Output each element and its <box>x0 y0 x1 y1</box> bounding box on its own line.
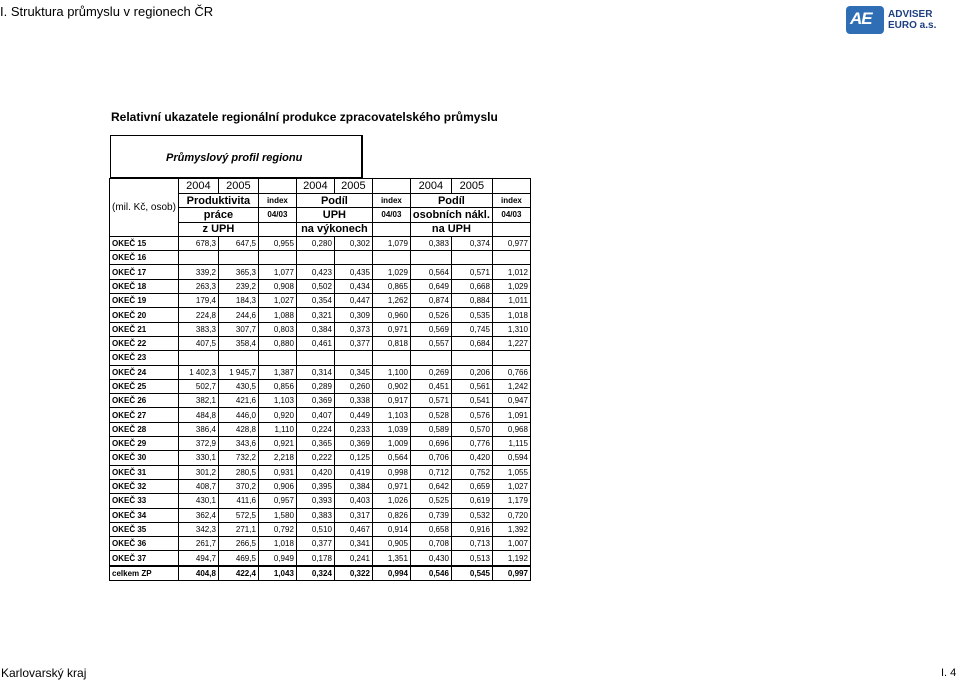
table-cell: 0,532 <box>451 508 492 522</box>
table-cell <box>178 251 218 265</box>
table-cell: 0,384 <box>334 479 372 493</box>
table-cell: 179,4 <box>178 294 218 308</box>
profile-box-label: Průmyslový profil regionu <box>166 152 303 164</box>
table-cell <box>334 351 372 365</box>
table-cell: 0,619 <box>451 494 492 508</box>
table-cell: 0,957 <box>258 494 296 508</box>
index-label: index <box>258 194 296 208</box>
table-cell: 0,420 <box>296 465 334 479</box>
table-cell: 0,998 <box>372 465 410 479</box>
row-label: OKEČ 33 <box>110 494 179 508</box>
table-cell: 1,100 <box>372 365 410 379</box>
table-cell: 0,317 <box>334 508 372 522</box>
table-cell: 1,115 <box>492 437 530 451</box>
year-2004: 2004 <box>296 179 334 194</box>
row-label: OKEČ 15 <box>110 236 179 250</box>
table-cell: 0,403 <box>334 494 372 508</box>
table-cell: 0,792 <box>258 522 296 536</box>
row-label: OKEČ 18 <box>110 279 179 293</box>
table-cell: 1,018 <box>492 308 530 322</box>
table-cell: 0,289 <box>296 379 334 393</box>
table-cell: 0,997 <box>492 566 530 581</box>
table-cell: 0,803 <box>258 322 296 336</box>
index-label: index <box>492 194 530 208</box>
table-cell: 0,377 <box>334 336 372 350</box>
table-row <box>110 365 531 379</box>
table-cell: 1,091 <box>492 408 530 422</box>
table-cell: 1,110 <box>258 422 296 436</box>
table-cell: 0,557 <box>410 336 451 350</box>
table-cell: 494,7 <box>178 551 218 566</box>
table-cell: 0,684 <box>451 336 492 350</box>
table-cell <box>372 351 410 365</box>
table-cell: 0,545 <box>451 566 492 581</box>
table-cell: 0,224 <box>296 422 334 436</box>
table-cell: 502,7 <box>178 379 218 393</box>
table-cell: 0,345 <box>334 365 372 379</box>
table-row <box>110 522 531 536</box>
index-period: 04/03 <box>372 208 410 222</box>
table-cell: 469,5 <box>218 551 258 566</box>
table-cell: 0,589 <box>410 422 451 436</box>
table-cell: 1,351 <box>372 551 410 566</box>
table-cell: 0,659 <box>451 479 492 493</box>
table-cell: 0,874 <box>410 294 451 308</box>
row-label: OKEČ 37 <box>110 551 179 566</box>
table-cell <box>492 251 530 265</box>
row-label: OKEČ 32 <box>110 479 179 493</box>
table-cell: 0,752 <box>451 465 492 479</box>
table-cell: 307,7 <box>218 322 258 336</box>
table-cell: 383,3 <box>178 322 218 336</box>
table-cell: 404,8 <box>178 566 218 581</box>
table-cell: 411,6 <box>218 494 258 508</box>
table-cell: 0,423 <box>296 265 334 279</box>
table-row <box>110 508 531 522</box>
table-cell: 0,706 <box>410 451 451 465</box>
table-row <box>110 265 531 279</box>
table-cell: 0,383 <box>410 236 451 250</box>
table-cell: 0,569 <box>410 322 451 336</box>
table-cell: 407,5 <box>178 336 218 350</box>
table-cell: 0,931 <box>258 465 296 479</box>
profile-box <box>110 135 363 179</box>
table-cell: 0,713 <box>451 537 492 551</box>
table-cell: 0,178 <box>296 551 334 566</box>
table-cell: 0,880 <box>258 336 296 350</box>
table-row <box>110 465 531 479</box>
table-cell: 0,570 <box>451 422 492 436</box>
table-cell: 0,594 <box>492 451 530 465</box>
table-cell: 0,125 <box>334 451 372 465</box>
table-cell: 330,1 <box>178 451 218 465</box>
unit-label: (mil. Kč, osob) <box>110 179 179 237</box>
data-table <box>109 178 531 581</box>
table-cell: 1 945,7 <box>218 365 258 379</box>
row-label: OKEČ 25 <box>110 379 179 393</box>
group-subtitle: na UPH <box>410 222 492 236</box>
table-cell: 0,968 <box>492 422 530 436</box>
table-cell: 0,322 <box>334 566 372 581</box>
table-cell: 0,766 <box>492 365 530 379</box>
group-title-productivity: Produktivita <box>178 194 258 208</box>
table-cell: 184,3 <box>218 294 258 308</box>
table-row <box>110 566 531 581</box>
logo-mark-icon: AE <box>846 6 884 34</box>
table-cell: 0,260 <box>334 379 372 393</box>
page-number: I. 4 <box>941 667 957 679</box>
table-cell: 0,314 <box>296 365 334 379</box>
table-cell: 0,222 <box>296 451 334 465</box>
table-cell: 0,947 <box>492 394 530 408</box>
table-cell: 0,902 <box>372 379 410 393</box>
table-cell: 0,712 <box>410 465 451 479</box>
table-cell: 0,865 <box>372 279 410 293</box>
table-cell: 446,0 <box>218 408 258 422</box>
table-cell: 0,383 <box>296 508 334 522</box>
table-cell: 1,179 <box>492 494 530 508</box>
year-2005: 2005 <box>451 179 492 194</box>
table-row <box>110 351 531 365</box>
row-label: OKEČ 23 <box>110 351 179 365</box>
table-cell: 261,7 <box>178 537 218 551</box>
table-cell <box>178 351 218 365</box>
table-cell: 1,387 <box>258 365 296 379</box>
table-cell <box>492 351 530 365</box>
table-cell: 0,407 <box>296 408 334 422</box>
table-cell: 0,341 <box>334 537 372 551</box>
table-cell: 0,525 <box>410 494 451 508</box>
table-cell: 0,393 <box>296 494 334 508</box>
table-cell <box>258 351 296 365</box>
table-cell: 0,971 <box>372 322 410 336</box>
table-cell: 732,2 <box>218 451 258 465</box>
row-label: celkem ZP <box>110 566 179 581</box>
table-row <box>110 422 531 436</box>
table-cell: 647,5 <box>218 236 258 250</box>
table-row <box>110 251 531 265</box>
report-heading: Relativní ukazatele regionální produkce zpracovatelského průmyslu <box>111 110 498 124</box>
table-cell: 0,564 <box>410 265 451 279</box>
table-cell: 0,826 <box>372 508 410 522</box>
table-cell: 0,541 <box>451 394 492 408</box>
year-2004: 2004 <box>410 179 451 194</box>
table-cell: 342,3 <box>178 522 218 536</box>
table-cell: 224,8 <box>178 308 218 322</box>
table-cell: 0,908 <box>258 279 296 293</box>
table-cell: 372,9 <box>178 437 218 451</box>
table-cell: 430,1 <box>178 494 218 508</box>
table-cell: 572,5 <box>218 508 258 522</box>
table-cell: 1,392 <box>492 522 530 536</box>
table-cell: 1,103 <box>372 408 410 422</box>
row-label: OKEČ 26 <box>110 394 179 408</box>
table-cell: 0,949 <box>258 551 296 566</box>
table-cell: 0,321 <box>296 308 334 322</box>
year-2004: 2004 <box>178 179 218 194</box>
row-label: OKEČ 19 <box>110 294 179 308</box>
table-row <box>110 551 531 566</box>
group-subtitle: na výkonech <box>296 222 372 236</box>
table-row <box>110 451 531 465</box>
table-cell <box>451 351 492 365</box>
table-cell: 0,369 <box>296 394 334 408</box>
row-label: OKEČ 28 <box>110 422 179 436</box>
table-cell: 244,6 <box>218 308 258 322</box>
table-cell: 0,720 <box>492 508 530 522</box>
table-cell: 1,262 <box>372 294 410 308</box>
table-cell: 0,430 <box>410 551 451 566</box>
table-cell: 0,449 <box>334 408 372 422</box>
table-cell: 0,546 <box>410 566 451 581</box>
table-cell: 0,365 <box>296 437 334 451</box>
row-label: OKEČ 34 <box>110 508 179 522</box>
table-cell: 0,856 <box>258 379 296 393</box>
table-cell: 1,227 <box>492 336 530 350</box>
table-cell <box>372 251 410 265</box>
table-cell: 0,649 <box>410 279 451 293</box>
table-cell: 0,420 <box>451 451 492 465</box>
year-2005: 2005 <box>218 179 258 194</box>
table-cell: 1,077 <box>258 265 296 279</box>
table-cell: 0,571 <box>410 394 451 408</box>
table-cell: 1 402,3 <box>178 365 218 379</box>
table-cell: 0,818 <box>372 336 410 350</box>
table-cell <box>296 251 334 265</box>
table-cell: 0,510 <box>296 522 334 536</box>
row-label: OKEČ 35 <box>110 522 179 536</box>
row-label: OKEČ 31 <box>110 465 179 479</box>
table-row <box>110 322 531 336</box>
table-cell: 358,4 <box>218 336 258 350</box>
table-cell: 0,419 <box>334 465 372 479</box>
table-cell <box>218 251 258 265</box>
table-cell: 0,564 <box>372 451 410 465</box>
table-cell: 2,218 <box>258 451 296 465</box>
table-cell: 0,395 <box>296 479 334 493</box>
table-cell: 0,374 <box>451 236 492 250</box>
table-cell: 430,5 <box>218 379 258 393</box>
group-subtitle: osobních nákl. <box>410 208 492 222</box>
table-cell: 365,3 <box>218 265 258 279</box>
table-row <box>110 308 531 322</box>
table-cell: 0,745 <box>451 322 492 336</box>
table-cell: 0,461 <box>296 336 334 350</box>
row-label: OKEČ 36 <box>110 537 179 551</box>
group-subtitle: UPH <box>296 208 372 222</box>
table-cell <box>451 251 492 265</box>
table-cell: 1,310 <box>492 322 530 336</box>
table-cell: 0,384 <box>296 322 334 336</box>
table-cell: 0,561 <box>451 379 492 393</box>
table-row <box>110 394 531 408</box>
row-label: OKEČ 30 <box>110 451 179 465</box>
table-cell: 0,447 <box>334 294 372 308</box>
table-cell: 0,502 <box>296 279 334 293</box>
table-cell: 1,011 <box>492 294 530 308</box>
table-cell: 0,906 <box>258 479 296 493</box>
table-cell: 362,4 <box>178 508 218 522</box>
table-cell: 0,917 <box>372 394 410 408</box>
page-header-title: I. Struktura průmyslu v regionech ČR <box>0 4 214 19</box>
table-cell: 239,2 <box>218 279 258 293</box>
table-cell: 0,526 <box>410 308 451 322</box>
table-cell: 0,905 <box>372 537 410 551</box>
table-cell: 1,580 <box>258 508 296 522</box>
table-cell: 408,7 <box>178 479 218 493</box>
table-cell: 0,960 <box>372 308 410 322</box>
footer-region: Karlovarský kraj <box>1 666 87 680</box>
table-cell: 1,007 <box>492 537 530 551</box>
group-title-share-uph: Podíl <box>296 194 372 208</box>
table-cell: 1,027 <box>492 479 530 493</box>
table-cell: 0,576 <box>451 408 492 422</box>
table-cell: 0,324 <box>296 566 334 581</box>
table-cell: 0,977 <box>492 236 530 250</box>
table-cell: 484,8 <box>178 408 218 422</box>
group-subtitle: práce <box>178 208 258 222</box>
table-cell: 0,971 <box>372 479 410 493</box>
table-cell: 1,029 <box>372 265 410 279</box>
row-label: OKEČ 20 <box>110 308 179 322</box>
index-period: 04/03 <box>258 208 296 222</box>
table-cell: 0,921 <box>258 437 296 451</box>
table-cell: 428,8 <box>218 422 258 436</box>
table-row <box>110 294 531 308</box>
table-row <box>110 279 531 293</box>
table-cell <box>258 251 296 265</box>
table-cell: 382,1 <box>178 394 218 408</box>
table-cell: 0,535 <box>451 308 492 322</box>
table-cell: 1,039 <box>372 422 410 436</box>
row-label: OKEČ 21 <box>110 322 179 336</box>
table-cell: 280,5 <box>218 465 258 479</box>
table-cell: 1,103 <box>258 394 296 408</box>
table-cell: 1,018 <box>258 537 296 551</box>
row-label: OKEČ 22 <box>110 336 179 350</box>
table-cell: 0,884 <box>451 294 492 308</box>
table-cell: 0,338 <box>334 394 372 408</box>
row-label: OKEČ 16 <box>110 251 179 265</box>
table-row <box>110 379 531 393</box>
table-cell: 678,3 <box>178 236 218 250</box>
table-cell <box>218 351 258 365</box>
table-cell: 0,513 <box>451 551 492 566</box>
table-cell: 0,373 <box>334 322 372 336</box>
table-cell: 0,658 <box>410 522 451 536</box>
table-cell: 0,369 <box>334 437 372 451</box>
table-row <box>110 336 531 350</box>
table-cell: 0,920 <box>258 408 296 422</box>
table-cell: 0,571 <box>451 265 492 279</box>
table-cell: 0,916 <box>451 522 492 536</box>
table-cell: 0,914 <box>372 522 410 536</box>
table-cell: 0,467 <box>334 522 372 536</box>
logo-text: ADVISER EURO a.s. <box>888 9 937 31</box>
group-subtitle: z UPH <box>178 222 258 236</box>
row-label: OKEČ 17 <box>110 265 179 279</box>
table-row <box>110 236 531 250</box>
row-label: OKEČ 24 <box>110 365 179 379</box>
table-cell: 0,377 <box>296 537 334 551</box>
table-cell: 421,6 <box>218 394 258 408</box>
table-cell: 0,528 <box>410 408 451 422</box>
table-cell: 1,012 <box>492 265 530 279</box>
index-period: 04/03 <box>492 208 530 222</box>
group-title-share-costs: Podíl <box>410 194 492 208</box>
table-cell: 0,955 <box>258 236 296 250</box>
table-cell: 0,739 <box>410 508 451 522</box>
table-cell <box>410 251 451 265</box>
table-cell: 0,233 <box>334 422 372 436</box>
table-cell: 1,043 <box>258 566 296 581</box>
table-cell: 1,026 <box>372 494 410 508</box>
table-cell: 422,4 <box>218 566 258 581</box>
table-cell: 0,206 <box>451 365 492 379</box>
table-cell: 343,6 <box>218 437 258 451</box>
table-row <box>110 408 531 422</box>
table-cell: 0,269 <box>410 365 451 379</box>
table-cell: 386,4 <box>178 422 218 436</box>
table-cell: 370,2 <box>218 479 258 493</box>
index-label: index <box>372 194 410 208</box>
row-label: OKEČ 29 <box>110 437 179 451</box>
table-cell: 339,2 <box>178 265 218 279</box>
table-cell: 0,354 <box>296 294 334 308</box>
table-cell: 1,055 <box>492 465 530 479</box>
table-cell: 0,435 <box>334 265 372 279</box>
table-cell: 0,451 <box>410 379 451 393</box>
table-cell: 0,642 <box>410 479 451 493</box>
table-body <box>110 236 531 580</box>
table-cell: 263,3 <box>178 279 218 293</box>
table-cell: 0,241 <box>334 551 372 566</box>
table-cell: 1,088 <box>258 308 296 322</box>
table-cell: 301,2 <box>178 465 218 479</box>
table-row <box>110 537 531 551</box>
row-label: OKEČ 27 <box>110 408 179 422</box>
table-cell: 1,009 <box>372 437 410 451</box>
table-cell: 0,280 <box>296 236 334 250</box>
table-cell: 0,696 <box>410 437 451 451</box>
company-logo <box>846 6 952 34</box>
table-cell: 0,776 <box>451 437 492 451</box>
table-cell: 0,708 <box>410 537 451 551</box>
table-cell <box>296 351 334 365</box>
table-cell: 0,994 <box>372 566 410 581</box>
table-cell: 271,1 <box>218 522 258 536</box>
table-cell: 0,668 <box>451 279 492 293</box>
table-header <box>110 179 531 237</box>
table-cell: 1,027 <box>258 294 296 308</box>
table-cell: 1,242 <box>492 379 530 393</box>
table-cell: 0,309 <box>334 308 372 322</box>
table-cell: 266,5 <box>218 537 258 551</box>
table-cell: 0,434 <box>334 279 372 293</box>
table-row <box>110 479 531 493</box>
table-cell: 0,302 <box>334 236 372 250</box>
table-row <box>110 494 531 508</box>
table-cell: 1,079 <box>372 236 410 250</box>
table-cell: 1,029 <box>492 279 530 293</box>
table-cell <box>410 351 451 365</box>
table-cell: 1,192 <box>492 551 530 566</box>
year-2005: 2005 <box>334 179 372 194</box>
table-row <box>110 437 531 451</box>
table-cell <box>334 251 372 265</box>
